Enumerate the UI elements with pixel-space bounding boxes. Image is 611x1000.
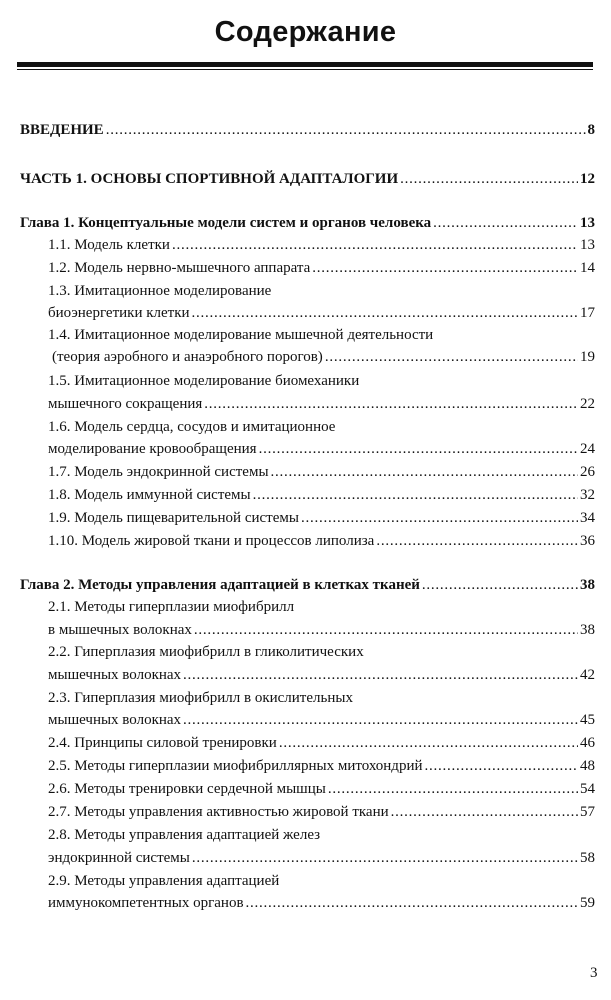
dot-leader <box>391 803 578 821</box>
dot-leader <box>301 509 578 527</box>
toc-entry-page: 45 <box>580 712 595 728</box>
toc-entry-page: 17 <box>580 305 595 321</box>
toc-entry-title: 1.8. Модель иммунной системы <box>48 487 251 503</box>
dot-leader <box>246 894 578 912</box>
toc-entry-title: 2.6. Методы тренировки сердечной мышцы <box>48 781 326 797</box>
toc-entry-2-3[interactable] <box>48 711 595 729</box>
dot-leader <box>271 463 578 481</box>
toc-entry-2-7[interactable] <box>48 803 595 821</box>
toc-entry-1-4[interactable] <box>52 348 595 366</box>
dot-leader <box>106 121 586 139</box>
dot-leader <box>279 734 578 752</box>
toc-entry-page: 32 <box>580 487 595 503</box>
toc-entry-introduction[interactable] <box>20 121 595 139</box>
toc-entry-title: биоэнергетики клетки <box>48 305 190 321</box>
toc-entry-1-4-line1: 1.4. Имитационное моделирование мышечной деятельности <box>48 327 434 343</box>
toc-entry-page: 54 <box>580 781 595 797</box>
dot-leader <box>192 849 578 867</box>
dot-leader <box>400 170 578 188</box>
toc-entry-title: в мышечных волокнах <box>48 622 192 638</box>
toc-entry-title: Глава 1. Концептуальные модели систем и органов человека <box>20 215 432 231</box>
toc-entry-page: 59 <box>580 895 595 911</box>
toc-entry-page: 42 <box>580 667 595 683</box>
toc-entry-title: (теория аэробного и анаэробного порогов) <box>52 349 323 365</box>
dot-leader <box>172 236 578 254</box>
dot-leader <box>183 711 578 729</box>
toc-entry-2-1[interactable] <box>48 621 595 639</box>
dot-leader <box>259 440 578 458</box>
toc-entry-2-2-line1: 2.2. Гиперплазия миофибрилл в гликолитических <box>48 644 364 660</box>
toc-entry-page: 36 <box>580 533 595 549</box>
toc-entry-title: мышечных волокнах <box>48 712 182 728</box>
toc-entry-page: 57 <box>580 804 595 820</box>
toc-entry-1-8[interactable] <box>48 486 595 504</box>
toc-entry-page: 13 <box>580 215 595 231</box>
toc-entry-title: 1.2. Модель нервно-мышечного аппарата <box>48 260 311 276</box>
toc-entry-2-9[interactable] <box>48 894 595 912</box>
toc-entry-title: ЧАСТЬ 1. ОСНОВЫ СПОРТИВНОЙ АДАПТАЛОГИИ <box>20 171 399 187</box>
toc-entry-1-10[interactable] <box>48 532 595 550</box>
toc-entry-2-4[interactable] <box>48 734 595 752</box>
toc-entry-1-9[interactable] <box>48 509 595 527</box>
toc-entry-1-5-line1: 1.5. Имитационное моделирование биомеханики <box>48 373 360 389</box>
toc-entry-2-1-line1: 2.1. Методы гиперплазии миофибрилл <box>48 599 295 615</box>
toc-entry-2-8[interactable] <box>48 849 595 867</box>
toc-entry-title: 2.4. Принципы силовой тренировки <box>48 735 277 751</box>
toc-entry-page: 34 <box>580 510 595 526</box>
toc-entry-title: 2.7. Методы управления активностью жировой ткани <box>48 804 389 820</box>
toc-entry-title: 1.7. Модель эндокринной системы <box>48 464 269 480</box>
dot-leader <box>376 532 578 550</box>
dot-leader <box>312 259 578 277</box>
toc-entry-title: иммунокомпетентных органов <box>48 895 244 911</box>
toc-entry-part-1[interactable] <box>20 170 595 188</box>
toc-entry-2-9-line1: 2.9. Методы управления адаптацией <box>48 873 280 889</box>
toc-entry-page: 46 <box>580 735 595 751</box>
page-title: Содержание <box>214 16 397 48</box>
toc-entry-1-3[interactable] <box>48 304 595 322</box>
toc-entry-title: Глава 2. Методы управления адаптацией в клетках тканей <box>20 577 420 593</box>
toc-entry-page: 22 <box>580 396 595 412</box>
toc-entry-title: 2.5. Методы гиперплазии миофибриллярных митохондрий <box>48 758 423 774</box>
dot-leader <box>325 348 578 366</box>
title-rule-thick <box>17 62 593 67</box>
toc-entry-page: 58 <box>580 850 595 866</box>
dot-leader <box>192 304 578 322</box>
toc-entry-page: 12 <box>580 171 595 187</box>
toc-entry-2-2[interactable] <box>48 666 595 684</box>
page-number: 3 <box>590 965 598 981</box>
toc-entry-title: ВВЕДЕНИЕ <box>20 122 104 138</box>
toc-entry-1-5[interactable] <box>48 395 595 413</box>
toc-entry-1-2[interactable] <box>48 259 595 277</box>
dot-leader <box>253 486 578 504</box>
toc-entry-title: мышечных волокнах <box>48 667 182 683</box>
toc-entry-2-5[interactable] <box>48 757 595 775</box>
toc-entry-2-3-line1: 2.3. Гиперплазия миофибрилл в окислительных <box>48 690 353 706</box>
toc-entry-page: 19 <box>580 349 595 365</box>
toc-entry-title: моделирование кровообращения <box>48 441 257 457</box>
toc-entry-title: 1.9. Модель пищеварительной системы <box>48 510 299 526</box>
toc-entry-page: 14 <box>580 260 595 276</box>
toc-entry-1-3-line1: 1.3. Имитационное моделирование <box>48 283 272 299</box>
toc-entry-chapter-2[interactable] <box>20 576 595 594</box>
toc-entry-page: 48 <box>580 758 595 774</box>
toc-entry-page: 38 <box>580 577 595 593</box>
dot-leader <box>204 395 578 413</box>
toc-entry-page: 24 <box>580 441 595 457</box>
toc-entry-chapter-1[interactable] <box>20 214 595 232</box>
toc-entry-page: 8 <box>587 122 595 138</box>
dot-leader <box>183 666 578 684</box>
toc-entry-2-6[interactable] <box>48 780 595 798</box>
dot-leader <box>433 214 578 232</box>
toc-entry-1-6-line1: 1.6. Модель сердца, сосудов и имитационное <box>48 419 336 435</box>
dot-leader <box>194 621 578 639</box>
toc-entry-title: эндокринной системы <box>48 850 190 866</box>
toc-entry-1-6[interactable] <box>48 440 595 458</box>
dot-leader <box>328 780 578 798</box>
title-rule-thin <box>17 69 593 70</box>
toc-entry-title: 1.1. Модель клетки <box>48 237 170 253</box>
dot-leader <box>425 757 579 775</box>
toc-entry-title: 1.10. Модель жировой ткани и процессов липолиза <box>48 533 375 549</box>
toc-entry-title: мышечного сокращения <box>48 396 203 412</box>
toc-entry-1-7[interactable] <box>48 463 595 481</box>
dot-leader <box>422 576 578 594</box>
toc-entry-page: 38 <box>580 622 595 638</box>
toc-entry-page: 26 <box>580 464 595 480</box>
toc-entry-1-1[interactable] <box>48 236 595 254</box>
toc-entry-page: 13 <box>580 237 595 253</box>
toc-entry-2-8-line1: 2.8. Методы управления адаптацией желез <box>48 827 321 843</box>
